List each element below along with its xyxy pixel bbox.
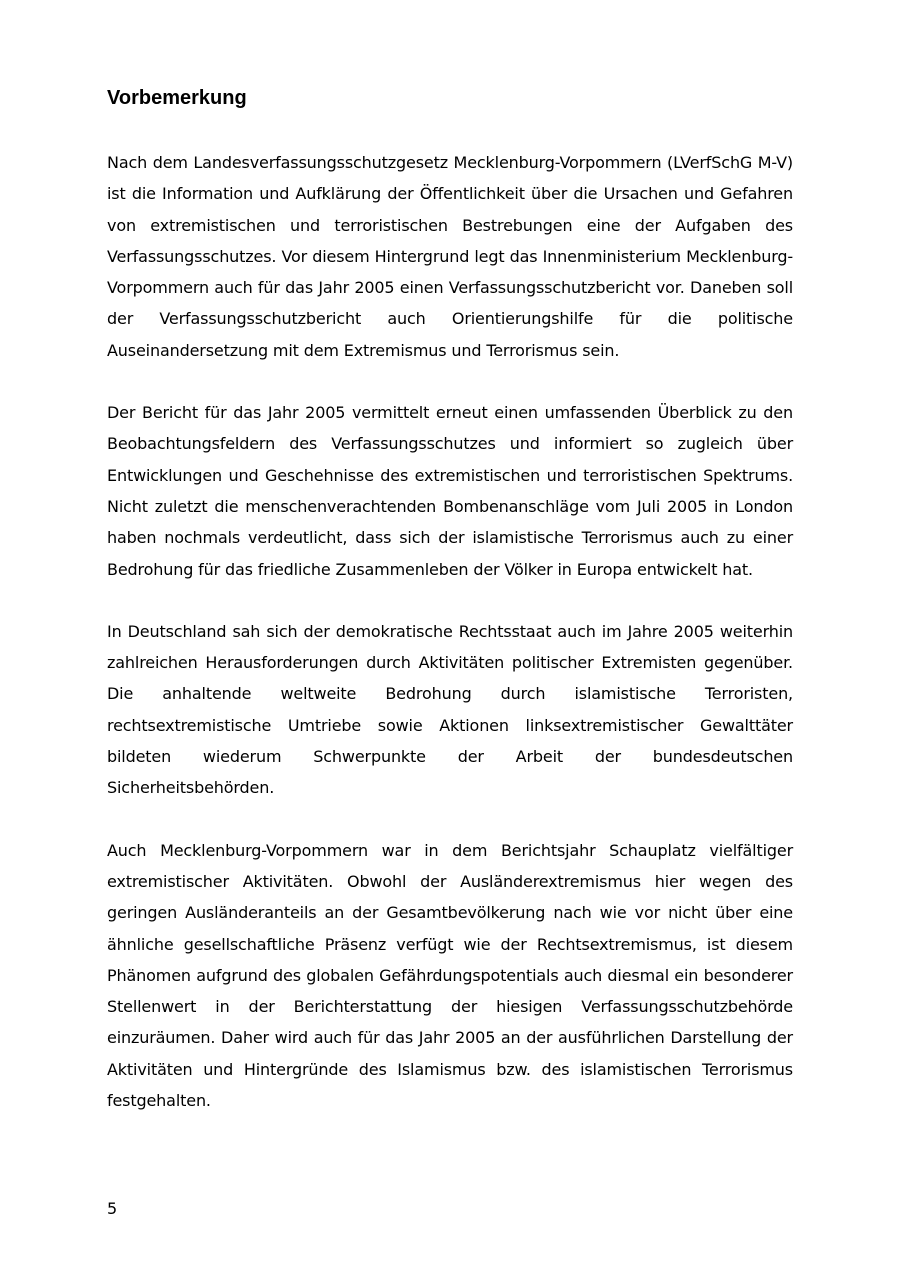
page-number: 5 [107,1199,118,1218]
paragraph-report-overview: Der Bericht für das Jahr 2005 vermittelt erneut einen umfassenden Überblick zu den Beobachtungsfeldern des Verfassungsschutzes und informiert so zugleich über Entwicklungen und Geschehnisse des extremistischen und terroristischen Spektrums. Nicht zuletzt die menschenverachtenden Bombenanschläge vom Juli 2005 in London haben nochmals verdeutlicht, dass sich der islamistische Terrorismus auch zu einer Bedrohung für das friedliche Zusammenleben der Völker in Europa entwickelt hat. [107,403,793,579]
body-text [107,147,793,1147]
paragraph-mecklenburg-vorpommern: Auch Mecklenburg-Vorpommern war in dem Berichtsjahr Schauplatz vielfältiger extremistischer Aktivitäten. Obwohl der Ausländerextremismus hier wegen des geringen Ausländeranteils an der Gesamtbevölkerung nach wie vor nicht über eine ähnliche gesellschaftliche Präsenz verfügt wie der Rechtsextremismus, ist diesem Phänomen aufgrund des globalen Gefährdungspotentials auch diesmal ein besonderer Stellenwert in der Berichterstattung der hiesigen Verfassungsschutzbehörde einzuräumen. Daher wird auch für das Jahr 2005 an der ausführlichen Darstellung der Aktivitäten und Hintergründe des Islamismus bzw. des islamistischen Terrorismus festgehalten. [107,840,793,1111]
paragraph-germany: In Deutschland sah sich der demokratische Rechtsstaat auch im Jahre 2005 weiterhin zahlreichen Herausforderungen durch Aktivitäten politischer Extremisten gegenüber. Die anhaltende weltweite Bedrohung durch islamistische Terroristen, rechtsextremistische Umtriebe sowie Aktionen linksextremistischer Gewalttäter bildeten wiederum Schwerpunkte der Arbeit der bundesdeutschen Sicherheitsbehörden. [107,621,793,798]
paragraph-intro: Nach dem Landesverfassungsschutzgesetz Mecklenburg-Vorpommern (LVerfSchG M-V) ist die Information und Aufklärung der Öffentlichkeit über die Ursachen und Gefahren von extremistischen und terroristischen Bestrebungen eine der Aufgaben des Verfassungsschutzes. Vor diesem Hintergrund legt das Innenministerium Mecklenburg-Vorpommern auch für das Jahr 2005 einen Verfassungsschutzbericht vor. Daneben soll der Verfassungsschutzbericht auch Orientierungshilfe für die politische Auseinandersetzung mit dem Extremismus und Terrorismus sein. [107,153,793,360]
page-heading: Vorbemerkung [107,87,247,109]
